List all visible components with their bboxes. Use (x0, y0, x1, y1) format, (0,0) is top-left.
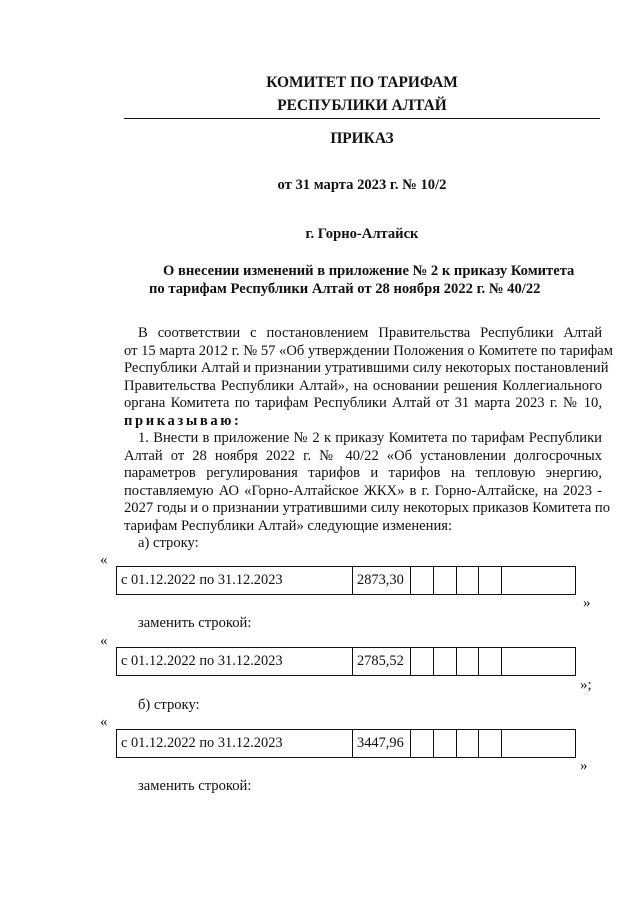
empty-cell (457, 648, 479, 676)
preamble-line: Республики Алтай и признании утратившими силу некоторых постановлений (124, 360, 609, 377)
item-1-line: 1. Внести в приложение № 2 к приказу Комитета по тарифам Республики (138, 430, 602, 446)
table-row (117, 648, 576, 676)
period-cell: с 01.12.2022 по 31.12.2023 (117, 730, 353, 758)
period-cell: с 01.12.2022 по 31.12.2023 (117, 648, 353, 676)
empty-cell (434, 648, 457, 676)
close-quote: » (580, 758, 588, 774)
empty-cell (457, 730, 479, 758)
open-quote: « (100, 633, 108, 649)
empty-cell (502, 567, 576, 595)
item-1-line: 2027 годы и о признании утратившими силу некоторых приказов Комитета по (124, 500, 611, 517)
item-1-line: тарифам Республики Алтай» следующие изменения: (124, 517, 453, 534)
replace-label-2: заменить строкой: (138, 778, 252, 794)
close-quote: » (583, 595, 591, 611)
order-word: приказываю: (124, 412, 242, 429)
preamble-line: от 15 марта 2012 г. № 57 «Об утверждении Положения о Комитете по тарифам (124, 342, 613, 359)
empty-cell (479, 648, 502, 676)
empty-cell (457, 567, 479, 595)
item-b-label: б) строку: (138, 697, 200, 713)
period-cell: с 01.12.2022 по 31.12.2023 (117, 567, 353, 595)
preamble-line: Правительства Республики Алтай», на основании решения Коллегиального (124, 377, 602, 394)
tariff-row-table-b-old (116, 729, 576, 758)
empty-cell (479, 730, 502, 758)
document-date-number: от 31 марта 2023 г. № 10/2 (277, 177, 447, 193)
empty-cell (411, 648, 434, 676)
open-quote: « (100, 714, 108, 730)
replace-label: заменить строкой: (138, 615, 252, 631)
empty-cell (434, 567, 457, 595)
document-type: ПРИКАЗ (330, 130, 394, 147)
document-title-line1: О внесении изменений в приложение № 2 к приказу Комитета (163, 263, 575, 279)
empty-cell (411, 730, 434, 758)
org-name-line2: РЕСПУБЛИКИ АЛТАЙ (277, 97, 447, 114)
tariff-value-cell: 2785,52 (353, 648, 411, 676)
preamble-line: органа Комитета по тарифам Республики Алтай от 31 марта 2023 г. № 10, (124, 395, 602, 412)
preamble-paragraph (124, 325, 613, 431)
tariff-row-table-a-new (116, 647, 576, 676)
item-1-line: параметров регулирования тарифов и тарифов на тепловую энергию, (124, 465, 602, 482)
open-quote: « (100, 552, 108, 568)
document-city: г. Горно-Алтайск (305, 226, 419, 242)
empty-cell (479, 567, 502, 595)
item-1-line: поставляемую АО «Горно-Алтайское ЖКХ» в г. Горно-Алтайске, на 2023 - (124, 482, 602, 499)
preamble-line: В соответствии с постановлением Правительства Республики Алтай (138, 325, 602, 341)
tariff-value-cell: 3447,96 (353, 730, 411, 758)
close-quote-semicolon: »; (580, 677, 592, 693)
document-title-line2: по тарифам Республики Алтай от 28 ноября 2022 г. № 40/22 (149, 281, 541, 297)
tariff-value-cell: 2873,30 (353, 567, 411, 595)
empty-cell (502, 730, 576, 758)
item-1-paragraph (124, 430, 611, 536)
table-row (117, 567, 576, 595)
empty-cell (502, 648, 576, 676)
header-divider (124, 118, 600, 119)
empty-cell (434, 730, 457, 758)
empty-cell (411, 567, 434, 595)
tariff-row-table-a-old (116, 566, 576, 595)
item-a-label: а) строку: (138, 535, 199, 551)
item-1-line: Алтай от 28 ноября 2022 г. № 40/22 «Об установлении долгосрочных (124, 447, 602, 464)
org-name-line1: КОМИТЕТ ПО ТАРИФАМ (266, 74, 458, 91)
table-row (117, 730, 576, 758)
